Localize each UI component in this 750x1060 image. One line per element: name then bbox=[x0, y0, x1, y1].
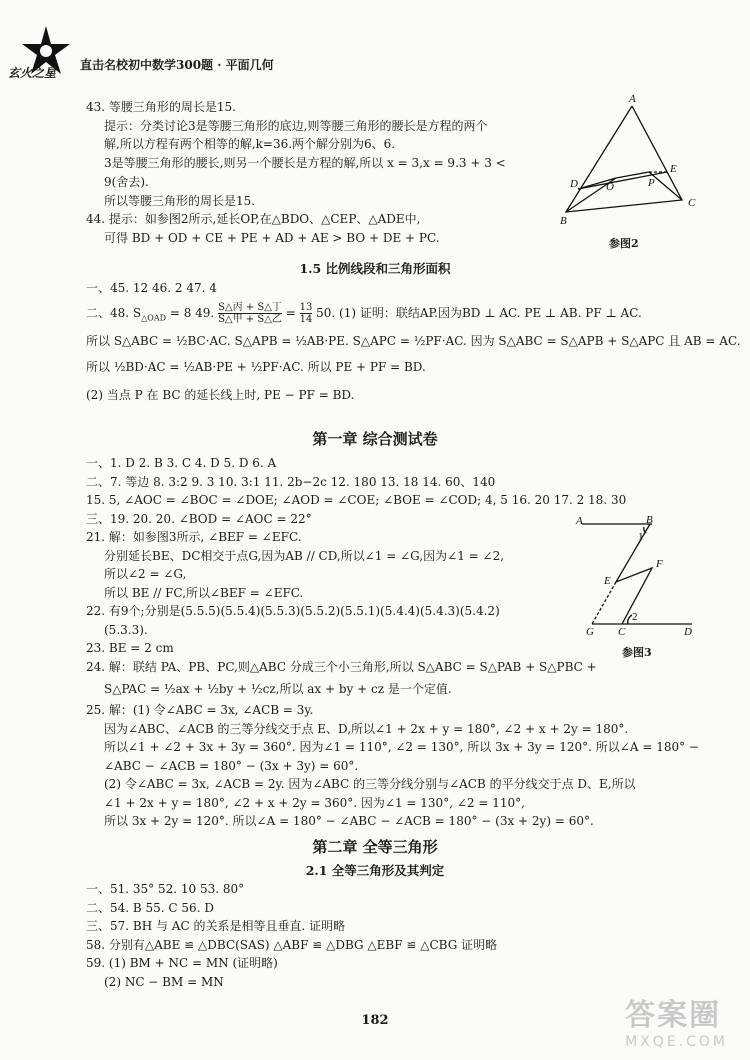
fig3-label-g: G bbox=[586, 626, 594, 638]
text-line: (5.3.3). bbox=[104, 623, 148, 637]
text-line: 59. (1) BM + NC = MN (证明略) bbox=[86, 956, 278, 970]
text-line: 一、1. D 2. B 3. C 4. D 5. D 6. A bbox=[86, 456, 277, 470]
fig2-label-b: B bbox=[560, 215, 567, 227]
text-line: 21. 解：如参图3所示, ∠BEF = ∠EFC. bbox=[86, 530, 302, 544]
fig3-label-b: B bbox=[646, 514, 653, 526]
text-line-q48-50: 二、48. $S_{\triangle OAD} = 8$ 49. $\frac{\text{S△丙 + S△丁}}{\text{S△甲 + S△乙}}$ = $\frac{13}{14}$ 50. (1) 证明：联结AP.因为BD ⊥ AC. PE ⊥ AB. PF ⊥ AC. bbox=[86, 302, 642, 325]
fig2-label-e: E bbox=[670, 163, 677, 175]
text-line: 15. 5, ∠AOC = ∠BOC = ∠DOE; ∠AOD = ∠COE; ∠BOE = ∠COD; 4, 5 16. 20 17. 2 18. 30 bbox=[86, 493, 627, 507]
fig3-label-d: D bbox=[684, 626, 692, 638]
text-line: 二、7. 等边 8. 3:2 9. 3 10. 3:1 11. 2b−2c 12. 180 13. 18 14. 60、140 bbox=[86, 475, 496, 489]
figure-2-diagram bbox=[548, 92, 708, 232]
text-line: 分别延长BE、DC相交于点G,因为AB // CD,所以∠1 = ∠G,因为∠1 = ∠2, bbox=[104, 549, 505, 563]
text-line: 所以等腰三角形的周长是15. bbox=[104, 194, 256, 208]
q49-text: = 8 49. bbox=[166, 306, 219, 320]
logo-text: 玄火之星 bbox=[8, 66, 57, 80]
text-line: 所以∠1 + ∠2 + 3x + 3y = 360°. 因为∠1 = 110°, ∠2 = 130°, 所以 3x + 3y = 120°. 所以∠A = 180° − bbox=[104, 740, 699, 754]
q49-value-fraction bbox=[300, 302, 313, 325]
chapter-heading: 第一章 综合测试卷 bbox=[312, 430, 438, 448]
section-heading: 1.5 比例线段和三角形面积 bbox=[299, 261, 451, 276]
text-line: 一、51. 35° 52. 10 53. 80° bbox=[86, 882, 245, 896]
text-line: 所以∠2 = ∠G, bbox=[104, 567, 187, 581]
fig3-label-e: E bbox=[604, 575, 611, 587]
text-line: 9(舍去). bbox=[104, 175, 149, 189]
text-line: (2) 令∠ABC = 3x, ∠ACB = 2y. 因为∠ABC 的三等分线分别与∠ACB 的平分线交于点 D、E,所以 bbox=[104, 777, 636, 791]
fig3-angle-1: 1 bbox=[638, 531, 644, 543]
text-line: 可得 BD + OD + CE + PE + AD + AE > BO + DE + PC. bbox=[104, 231, 440, 245]
fig2-label-c: C bbox=[688, 197, 696, 209]
text-line: 提示：分类讨论3是等腰三角形的底边,则等腰三角形的腰长是方程的两个 bbox=[104, 119, 488, 133]
fig3-label-a: A bbox=[576, 515, 583, 527]
figure-3-diagram bbox=[572, 514, 702, 642]
text-line: (2) 当点 P 在 BC 的延长线上时, PE − PF = BD. bbox=[86, 388, 355, 402]
fig3-angle-2: 2 bbox=[632, 611, 638, 623]
q49-denominator: S△甲 + S△乙 bbox=[218, 314, 282, 325]
text-line: 所以 ½BD·AC = ½AB·PE + ½PF·AC. 所以 PE + PF = BD. bbox=[86, 360, 426, 374]
text-line: S△PAC = ½ax + ½by + ½cz,所以 ax + by + cz 是一个定值. bbox=[104, 682, 452, 696]
text-line: 三、19. 20. 20. ∠BOD = ∠AOC = 22° bbox=[86, 512, 312, 526]
figure-2-caption: 参图2 bbox=[609, 237, 639, 250]
watermark-url: MXQE.COM bbox=[625, 1034, 728, 1050]
q48-text: 二、48. S bbox=[86, 306, 142, 320]
fig2-label-o: O bbox=[606, 181, 614, 193]
text-line: 22. 有9个;分别是(5.5.5)(5.5.4)(5.5.3)(5.5.2)(5.5.1)(5.4.4)(5.4.3)(5.4.2) bbox=[86, 604, 500, 618]
q49-fraction bbox=[218, 302, 282, 325]
text-line: 3是等腰三角形的腰长,则另一个腰长是方程的解,所以 x = 3,x = 9.3 + 3 < bbox=[104, 156, 506, 170]
text-line: ∠ABC − ∠ACB = 180° − (3x + 3y) = 60°. bbox=[104, 759, 359, 773]
text-line: 解,所以方程有两个相等的解,k=36.两个解分别为6、6. bbox=[104, 137, 396, 151]
text-line: (2) NC − BM = MN bbox=[104, 975, 224, 989]
page-number: 182 bbox=[361, 1013, 389, 1028]
text-line: 43. 等腰三角形的周长是15. bbox=[86, 100, 236, 114]
figure-3-caption: 参图3 bbox=[622, 646, 652, 659]
text-line: 58. 分别有△ABE ≌ △DBC(SAS) △ABF ≌ △DBG △EBF ≌ △CBG 证明略 bbox=[86, 938, 498, 952]
text-line: 一、45. 12 46. 2 47. 4 bbox=[86, 281, 217, 295]
text-line: 所以 3x + 2y = 120°. 所以∠A = 180° − ∠ABC − ∠ACB = 180° − (3x + 2y) = 60°. bbox=[104, 814, 594, 828]
chapter-heading: 第二章 全等三角形 bbox=[312, 838, 438, 856]
text-line: 所以 S△ABC = ½BC·AC. S△APB = ½AB·PE. S△APC = ½PF·AC. 因为 S△ABC = S△APB + S△APC 且 AB = AC. bbox=[86, 334, 741, 348]
fig2-label-d: D bbox=[570, 178, 578, 190]
text-line: 因为∠ABC、∠ACB 的三等分线交于点 E、D,所以∠1 + 2x + y = 180°, ∠2 + x + 2y = 180°. bbox=[104, 722, 629, 736]
watermark-text: 答案圈 bbox=[625, 998, 722, 1033]
text-line: ∠1 + 2x + y = 180°, ∠2 + x + 2y = 360°. 因为∠1 = 130°, ∠2 = 110°, bbox=[104, 796, 525, 810]
fig3-label-f: F bbox=[656, 558, 663, 570]
text-line: 所以 BE // FC,所以∠BEF = ∠EFC. bbox=[104, 586, 304, 600]
text-line: 二、54. B 55. C 56. D bbox=[86, 901, 214, 915]
fig2-label-p: P bbox=[648, 177, 655, 189]
text-line: 25. 解：(1) 令∠ABC = 3x, ∠ACB = 3y. bbox=[86, 703, 314, 717]
q49-value-num: 13 bbox=[299, 302, 313, 313]
text-line: 三、57. BH 与 AC 的关系是相等且垂直. 证明略 bbox=[86, 919, 346, 933]
fig2-label-a: A bbox=[629, 93, 636, 105]
watermark bbox=[625, 990, 728, 1050]
text-line: 44. 提示：如参图2所示,延长OP,在△BDO、△CEP、△ADE中, bbox=[86, 212, 421, 226]
q49-value-den: 14 bbox=[299, 314, 313, 325]
text-line: 23. BE = 2 cm bbox=[86, 641, 174, 655]
header-title: 直击名校初中数学300题 · 平面几何 bbox=[80, 58, 274, 72]
section-heading: 2.1 全等三角形及其判定 bbox=[305, 863, 445, 878]
fig3-label-c: C bbox=[618, 626, 626, 638]
q49-numerator: S△丙 + S△丁 bbox=[218, 302, 282, 313]
page-header bbox=[0, 0, 750, 80]
text-line: 24. 解：联结 PA、PB、PC,则△ABC 分成三个小三角形,所以 S△ABC = S△PAB + S△PBC + bbox=[86, 660, 597, 674]
q50-text: 50. (1) 证明：联结AP.因为BD ⊥ AC. PE ⊥ AB. PF ⊥ AC. bbox=[316, 306, 642, 320]
q48-subscript: △OAD bbox=[141, 313, 167, 323]
